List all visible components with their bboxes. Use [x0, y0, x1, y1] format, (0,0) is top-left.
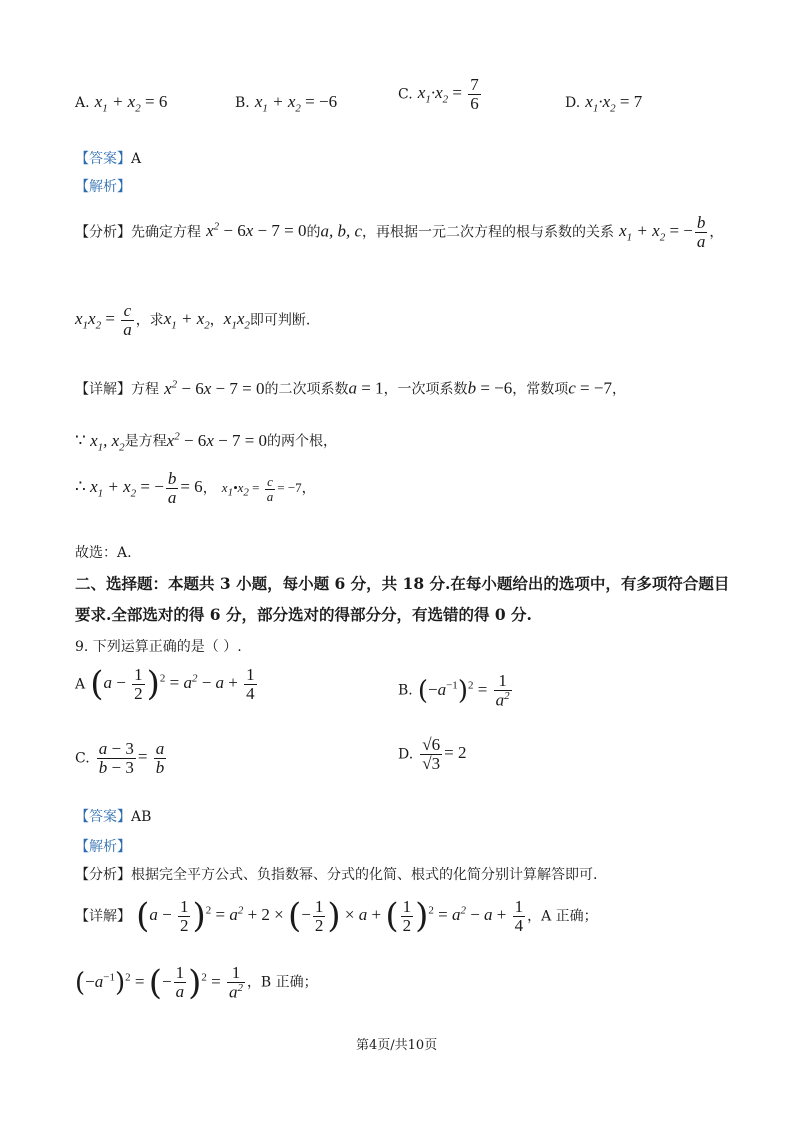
- q9-answer: 【答案】AB: [75, 809, 152, 825]
- q9-fenxi: 【分析】根据完全平方公式、负指数幂、分式的化简、根式的化简分别计算解答即可.: [75, 867, 598, 883]
- q8-fenxi-cont: $x_1x_2$ = $\frac{c}{a}$ ，求$x_1 + x_2$，$x_1x_2$即可判断.: [75, 301, 311, 339]
- q8-answer: 【答案】A: [75, 151, 142, 167]
- q8-option-d: D. $x_1\cdot x_2 = 7$: [565, 92, 643, 115]
- q8-option-b: B. $x_1 + x_2 = -6$: [235, 92, 338, 115]
- q8-jiexi-label: 【解析】: [75, 179, 131, 195]
- page-footer: 第4页/共10页: [356, 1038, 438, 1053]
- q9-option-d: D. $\frac{√6}{√3}$ = 2: [398, 735, 467, 773]
- q8-therefore-line: ∴ $x_1 + x_2$ = − $\frac{b}{a}$ = 6， $x_1•x_2$ = $\frac{c}{a}$ = −7，: [75, 469, 316, 507]
- q8-option-a: A. $x_1 + x_2 = 6$: [75, 92, 168, 115]
- q9-stem: 9. 下列运算正确的是（ ）.: [75, 639, 242, 655]
- q8-fenxi: 【分析】先确定方程 $x^2 - 6x - 7 = 0$的a, b, c，再根据一元二次方程的根与系数的关系 $x_1 + x_2$ = − $\frac{b}{a}$ ，: [75, 213, 724, 251]
- q8-xiangjie: 【详解】方程 $x^2 - 6x - 7 = 0$的二次项系数a = 1，一次项系数b = −6，常数项c = −7，: [75, 378, 626, 398]
- q9-xiangjie-a: 【详解】 (a − $\frac{1}{2}$ )$^2 = a^2 + 2$ × (− $\frac{1}{2}$ ) × a + ( $\frac{1}{2}$ )$^2 = a^2 - a$ + $\frac{1}{4}$ ，A 正确；: [75, 896, 598, 937]
- section2-line1: 二、选择题：本题共 3 小题，每小题 6 分，共 18 分.在每小题给出的选项中，有多项符合题目: [75, 574, 730, 593]
- q9-option-b: B. $(-a^{-1})^2$ = $\frac{1}{a^2}$: [398, 671, 510, 710]
- q8-roots-line: ∵ $x_1$, $x_2$是方程$x^2 - 6x - 7 = 0$的两个根，: [75, 430, 338, 454]
- q8-option-c: C. $x_1\cdot x_2$ = $\frac{7}{6}$: [398, 75, 479, 113]
- q8-conclusion: 故选：A.: [75, 545, 132, 561]
- section2-line2: 要求.全部选对的得 6 分，部分选对的得部分分，有选错的得 0 分.: [75, 605, 532, 624]
- q9-option-c: C. $\frac{a - 3}{b - 3}$ = $\frac{a}{b}$: [75, 739, 165, 777]
- q9-jiexi-label: 【解析】: [75, 839, 131, 855]
- q9-option-a: A (a − $\frac{1}{2}$ )$^2 = a^2 - a$ + $\frac{1}{4}$: [75, 664, 255, 705]
- q9-xiangjie-b: $(-a^{-1})^2$ = (− $\frac{1}{a}$ )$^2$ = $\frac{1}{a^2}$ ，B 正确；: [75, 962, 318, 1003]
